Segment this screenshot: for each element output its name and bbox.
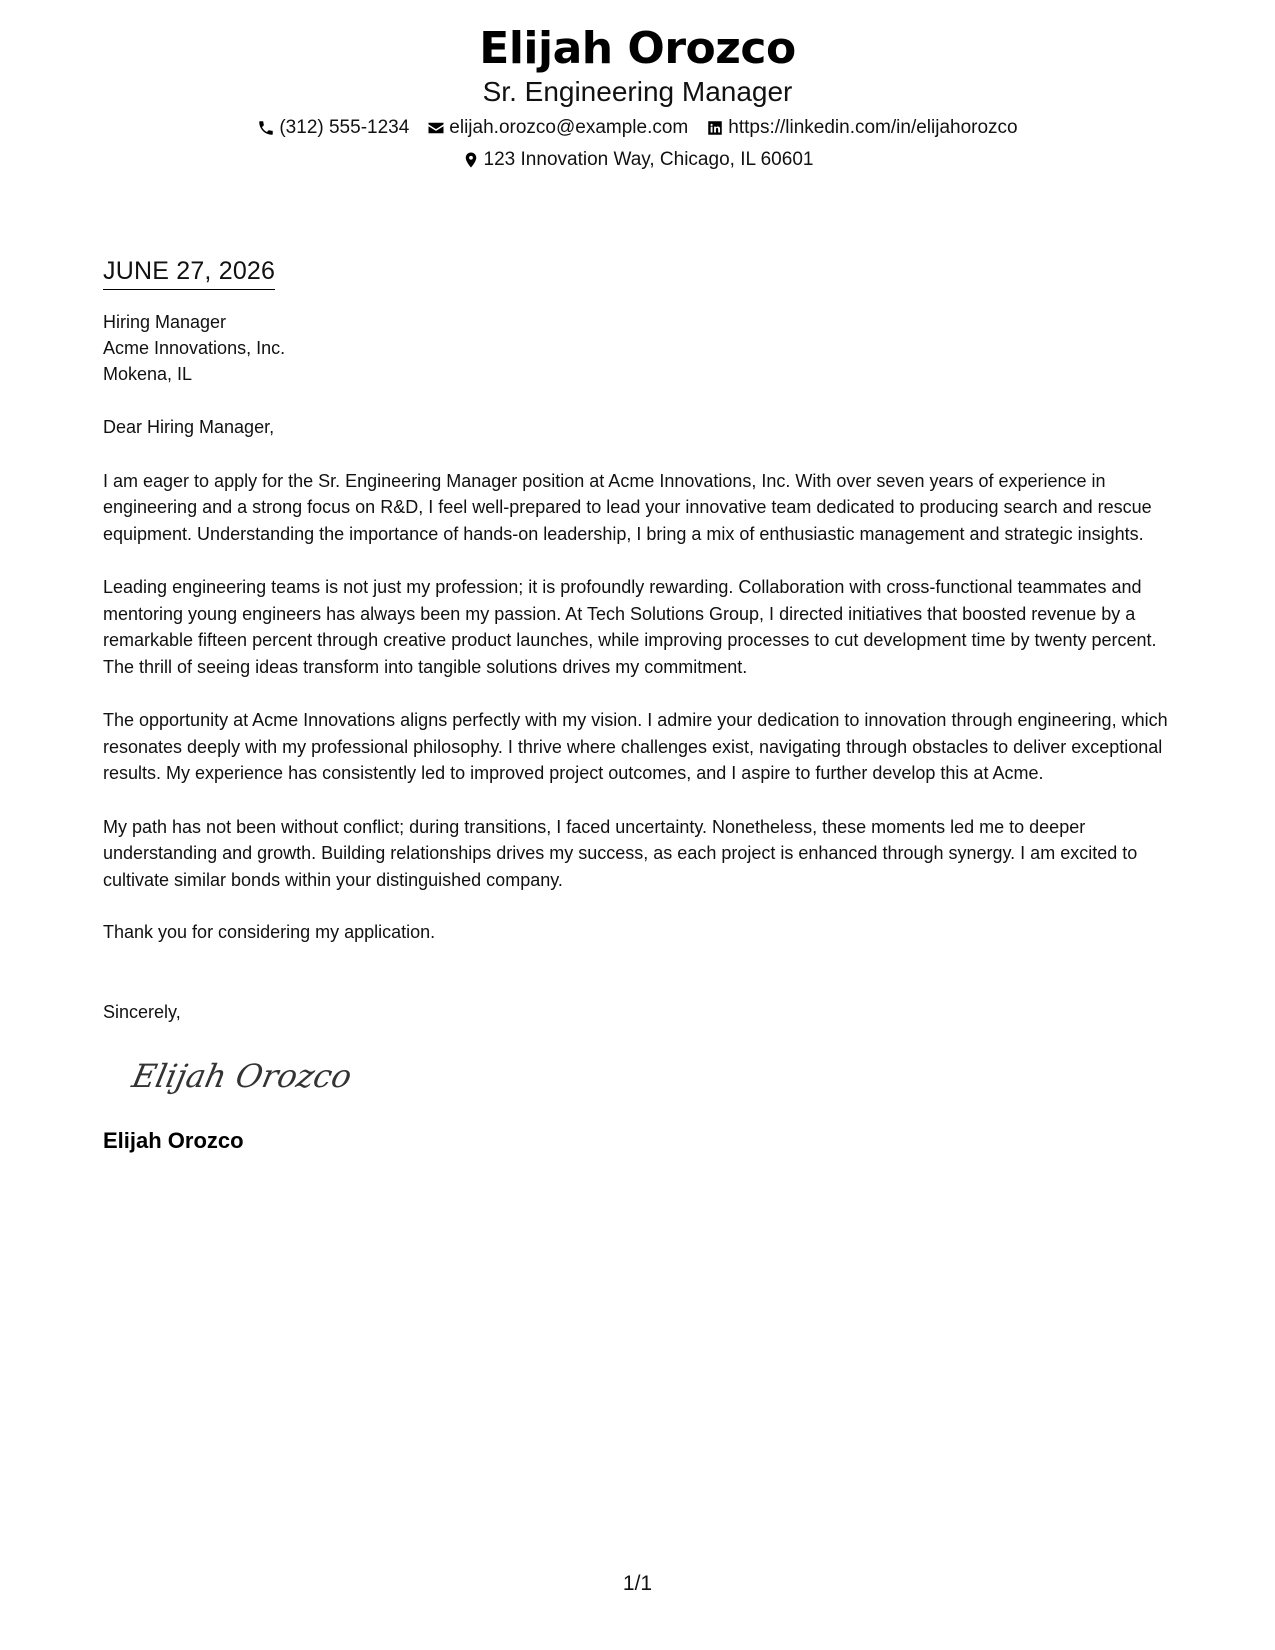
email-address[interactable]: elijah.orozco@example.com xyxy=(449,117,689,138)
contact-email[interactable] xyxy=(427,116,688,140)
envelope-icon xyxy=(427,119,445,137)
signature-name: Elijah Orozco xyxy=(103,1128,244,1153)
body-paragraph: I am eager to apply for the Sr. Engineering Manager position at Acme Innovations, Inc. With over seven years of experience in engineering and a strong focus on R&D, I feel well-prepared to lead your innovative team dedicated to producing search and rescue equipment. Understanding the importance of hands-on leadership, I bring a mix of enthusiastic management and strategic insights. xyxy=(103,470,1152,544)
address-text: 123 Innovation Way, Chicago, IL 60601 xyxy=(483,149,814,170)
salutation: Dear Hiring Manager, xyxy=(103,417,275,437)
phone-icon xyxy=(257,119,275,137)
applicant-name: Elijah Orozco xyxy=(479,23,796,74)
map-marker-icon xyxy=(462,151,480,169)
page-number: 1/1 xyxy=(622,1572,653,1595)
letter-body xyxy=(103,254,1173,1155)
body-paragraph: Leading engineering teams is not just my profession; it is profoundly rewarding. Collaboration with cross-functional teammates and mentoring young engineers has always been my passion. At Tech Solutions Group, I directed initiatives that boosted revenue by a remarkable fifteen percent through creative product launches, while improving processes to cut development time by twenty percent. The thrill of seeing ideas transform into tangible solutions drives my commitment. xyxy=(103,577,1157,677)
closing-thanks: Thank you for considering my application. xyxy=(103,922,436,942)
recipient-line: Mokena, IL xyxy=(103,364,193,384)
contact-line-secondary xyxy=(0,148,1275,172)
contact-linkedin[interactable] xyxy=(706,116,1017,140)
body-paragraph: The opportunity at Acme Innovations aligns perfectly with my vision. I admire your dedication to innovation through engineering, which resonates deeply with my professional philosophy. I thrive where challenges exist, navigating through obstacles to deliver exceptional results. My experience has consistently led to improved project outcomes, and I aspire to further develop this at Acme. xyxy=(103,710,1168,783)
signature-script: Elijah Orozco xyxy=(129,1057,356,1095)
signoff: Sincerely, xyxy=(103,1001,181,1022)
recipient-block xyxy=(103,309,1173,387)
linkedin-icon xyxy=(706,119,724,137)
contact-address xyxy=(462,148,814,172)
signature-image xyxy=(129,1047,359,1103)
body-paragraph: My path has not been without conflict; during transitions, I faced uncertainty. Nonetheless, these moments led me to deeper understanding and growth. Building relationships drives my success, as each project is enhanced through synergy. I am excited to cultivate similar bonds within your distinguished company. xyxy=(103,816,1138,890)
contact-line-primary xyxy=(0,116,1275,140)
contact-phone xyxy=(257,116,409,140)
letter-date: JUNE 27, 2026 xyxy=(103,254,275,290)
recipient-line: Hiring Manager xyxy=(103,312,227,332)
linkedin-url[interactable]: https://linkedin.com/in/elijahorozco xyxy=(728,117,1018,138)
letter-header xyxy=(0,22,1275,172)
phone-number: (312) 555-1234 xyxy=(279,117,410,138)
recipient-line: Acme Innovations, Inc. xyxy=(103,338,286,358)
applicant-title: Sr. Engineering Manager xyxy=(482,76,793,107)
